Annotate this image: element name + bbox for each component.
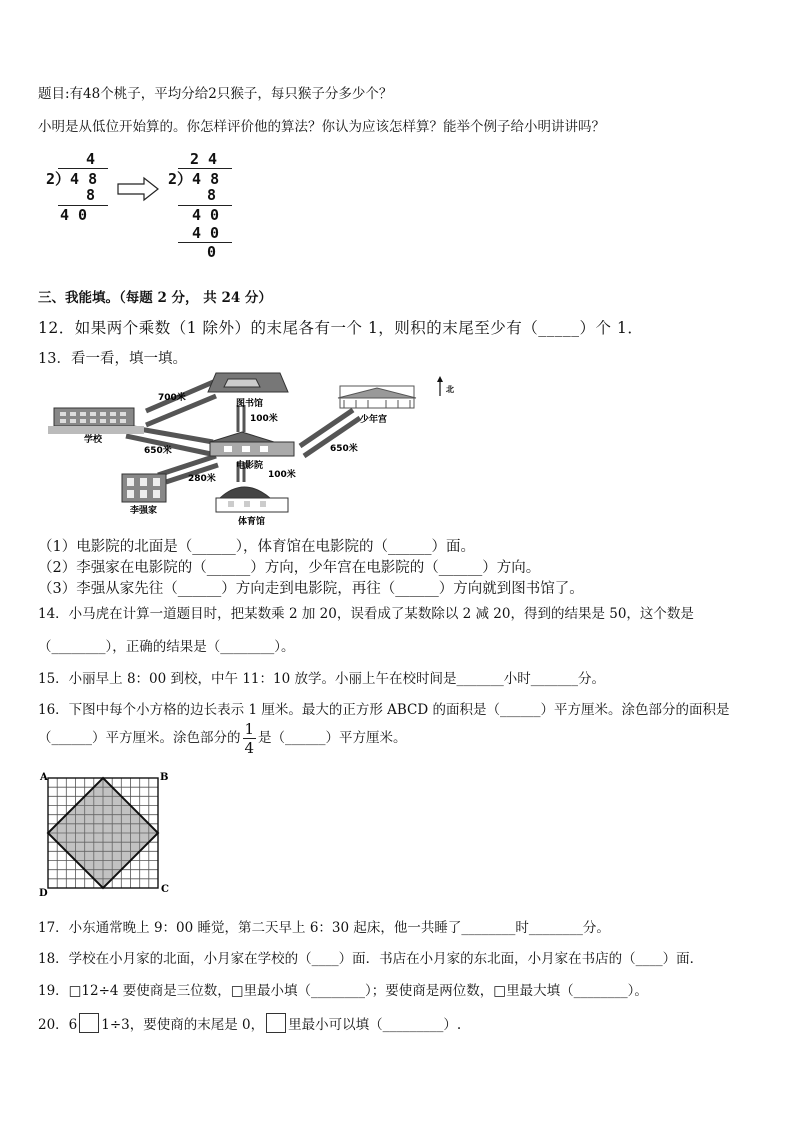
north-arrow-icon	[437, 376, 443, 396]
right-arrow-icon	[116, 176, 160, 202]
question-13: 13．看一看，填一填。	[38, 351, 187, 367]
gym-label: 体育馆	[238, 517, 266, 525]
label-d: D	[39, 888, 48, 899]
fraction-denominator: 4	[244, 739, 255, 757]
question-20-part1: 20．6	[38, 1017, 78, 1033]
youth-palace-label: 少年宫	[360, 415, 388, 425]
question-13-2: （2）李强家在电影院的（______）方向，少年宫在电影院的（______）方向。	[38, 560, 541, 576]
distance-library-cinema: 100米	[250, 414, 278, 424]
label-a: A	[40, 772, 48, 783]
shaded-square	[48, 778, 158, 888]
question-20-part2: 1÷3，要使商的末尾是 0，	[101, 1017, 265, 1033]
fraction-one-quarter	[243, 720, 257, 757]
division-right-sub2: 4 0	[192, 224, 220, 242]
grid-figure	[36, 768, 176, 900]
question-xiaoming: 小明是从低位开始算的。你怎样评价他的算法？你认为应该怎样算？能举个例子给小明讲讲吗？	[38, 119, 605, 135]
question-20	[38, 1013, 461, 1033]
fraction-numerator: 1	[244, 720, 255, 738]
cinema-label: 电影院	[236, 461, 264, 471]
school-label: 学校	[84, 435, 103, 445]
question-16-line1: 16．下图中每个小方格的边长表示 1 厘米。最大的正方形 ABCD 的面积是（______）平方厘米。涂色部分的面积是	[38, 702, 730, 718]
blank-box	[79, 1013, 99, 1033]
cinema-building-icon	[210, 432, 294, 456]
map-figure	[48, 370, 468, 525]
north-label: 北	[446, 385, 454, 394]
division-right-quotient: 2 4	[190, 150, 218, 168]
youth-palace-building-icon	[338, 386, 416, 408]
distance-home-cinema: 280米	[188, 474, 216, 484]
distance-school-library: 700米	[158, 393, 186, 403]
distance-school-cinema: 650米	[144, 446, 172, 456]
question-15: 15．小丽早上 8：00 到校，中午 11：10 放学。小丽上午在校时间是_______小时_______分。	[38, 671, 605, 687]
division-left-quotient: 4	[86, 150, 96, 168]
question-13-1: （1）电影院的北面是（______），体育馆在电影院的（______）面。	[38, 539, 475, 555]
question-13-3: （3）李强从家先往（______）方向走到电影院，再往（______）方向就到图书馆了。	[38, 581, 584, 597]
division-left-dividend: 2）4 8	[46, 170, 98, 188]
school-building-icon	[48, 408, 144, 434]
question-18: 18．学校在小月家的北面，小月家在学校的（____）面．书店在小月家的东北面，小月家在书店的（____）面．	[38, 951, 704, 967]
question-16-line2-part2: 是（______）平方厘米。	[258, 730, 407, 746]
library-building-icon	[208, 373, 288, 392]
division-right-dividend: 2）4 8	[168, 170, 220, 188]
question-16-line2	[38, 720, 407, 757]
question-17: 17．小东通常晚上 9：00 睡觉，第二天早上 6：30 起床，他一共睡了________时________分。	[38, 920, 610, 936]
question-14-line2: （________），正确的结果是（________）。	[38, 639, 295, 655]
division-right-rem2: 0	[207, 243, 217, 261]
question-16-line2-part1: （______）平方厘米。涂色部分的	[38, 730, 241, 746]
home-building-icon	[122, 474, 166, 502]
blank-box	[266, 1013, 286, 1033]
distance-youth-cinema: 650米	[330, 444, 358, 454]
question-topic: 题目:有48个桃子，平均分给2只猴子，每只猴子分多少个？	[38, 86, 393, 102]
question-19: 19．□12÷4 要使商是三位数，□里最小填（________）；要使商是两位数，□里最大填（________）。	[38, 983, 648, 999]
distance-cinema-gym: 100米	[268, 470, 296, 480]
question-14-line1: 14．小马虎在计算一道题目时，把某数乘 2 加 20，误看成了某数除以 2 减 20，得到的结果是 50，这个数是	[38, 606, 694, 622]
question-12: 12．如果两个乘数（1 除外）的末尾各有一个 1，则积的末尾至少有（_____）个 1．	[38, 319, 644, 337]
section-three-heading: 三、我能填。（每题 2 分， 共 24 分）	[38, 290, 272, 306]
gym-building-icon	[216, 487, 288, 512]
division-right-sub1: 8	[207, 186, 217, 204]
division-left-sub: 8	[86, 186, 96, 204]
label-b: B	[160, 772, 169, 783]
library-label: 图书馆	[236, 399, 264, 409]
division-left-remainder: 4 0	[60, 206, 88, 224]
question-20-part3: 里最小可以填（_________）.	[288, 1017, 462, 1033]
division-right-rem1: 4 0	[192, 206, 220, 224]
home-label: 李强家	[130, 506, 158, 516]
label-c: C	[161, 884, 169, 895]
